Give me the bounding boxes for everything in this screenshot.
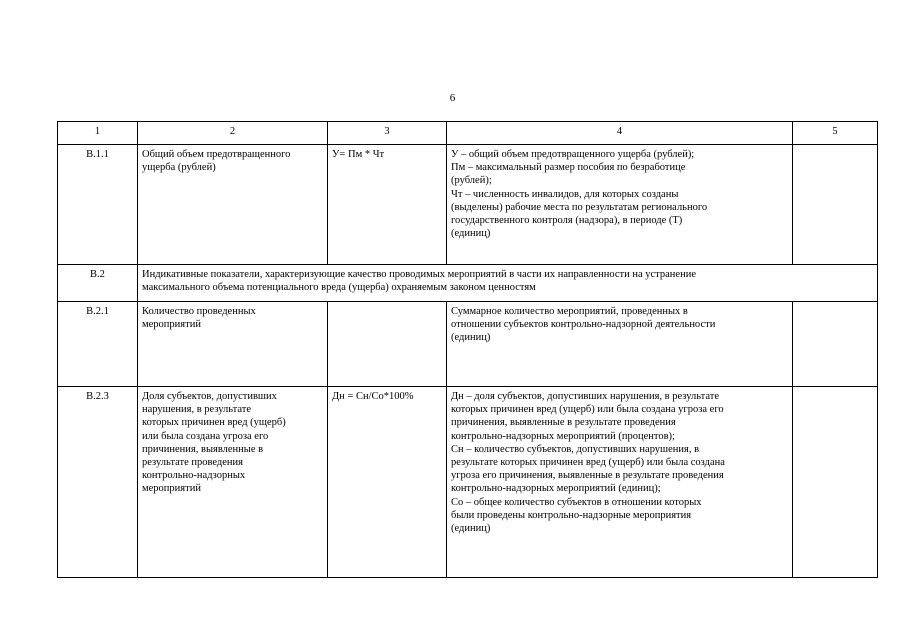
header-cell-3: 3 (328, 122, 447, 145)
row-name: Доля субъектов, допустивших нарушения, в результате которых причинен вред (ущерб) или была создана угроза его причинения, выявленные в результате проведения контрольно-надзорных мероприятий (138, 387, 328, 578)
row-code: В.1.1 (58, 145, 138, 265)
row-code: В.2.1 (58, 302, 138, 387)
indicators-table (57, 121, 878, 578)
row-description: Дн – доля субъектов, допустивших нарушения, в результате которых причинен вред (ущерб) или была создана угроза его причинения, выявленные в результате проведения контрольно-надзорных мероприятий (процентов); Сн – количество субъектов, допустивших нарушения, в результате которых причинен вред (ущерб) или была создана угроза его причинения, выявленные в результате проведения контрольно-надзорных мероприятий (единиц); Со – общее количество субъектов в отношении которых были проведены контрольно-надзорные мероприятия (единиц) (447, 387, 793, 578)
row-code: В.2.3 (58, 387, 138, 578)
row-note (793, 387, 878, 578)
table-header-row (58, 122, 878, 145)
table-row (58, 302, 878, 387)
header-cell-5: 5 (793, 122, 878, 145)
row-name: Количество проведенных мероприятий (138, 302, 328, 387)
header-cell-2: 2 (138, 122, 328, 145)
section-row (58, 265, 878, 302)
row-formula (328, 302, 447, 387)
row-formula: У= Пм * Чт (328, 145, 447, 265)
row-name: Общий объем предотвращенного ущерба (рублей) (138, 145, 328, 265)
section-code: В.2 (58, 265, 138, 302)
table-row (58, 387, 878, 578)
row-description: Суммарное количество мероприятий, проведенных в отношении субъектов контрольно-надзорной деятельности (единиц) (447, 302, 793, 387)
header-cell-1: 1 (58, 122, 138, 145)
row-note (793, 145, 878, 265)
row-formula: Дн = Сн/Со*100% (328, 387, 447, 578)
page-number: 6 (449, 92, 456, 104)
row-description: У – общий объем предотвращенного ущерба (рублей); Пм – максимальный размер пособия по безработице (рублей); Чт – численность инвалидов, для которых созданы (выделены) рабочие места по результатам регионального государственного контроля (надзора), в периоде (Т) (единиц) (447, 145, 793, 265)
section-title: Индикативные показатели, характеризующие качество проводимых мероприятий в части их направленности на устранение максимального объема потенциального вреда (ущерба) охраняемым законом ценностям (138, 265, 878, 302)
table-row (58, 145, 878, 265)
header-cell-4: 4 (447, 122, 793, 145)
row-note (793, 302, 878, 387)
